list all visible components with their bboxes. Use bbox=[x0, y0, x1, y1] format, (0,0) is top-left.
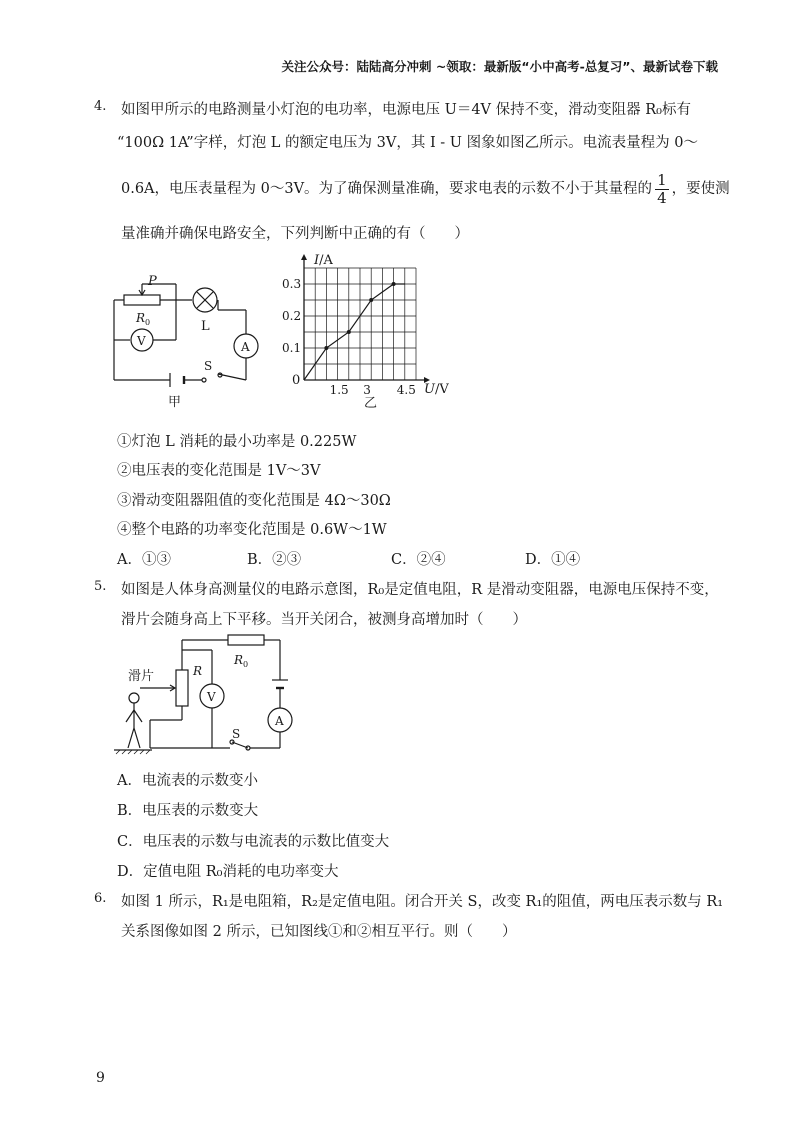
rheostat-r bbox=[176, 670, 188, 706]
voltmeter-label: V bbox=[207, 690, 216, 704]
q4-line4: 量准确并确保电路安全，下列判断中正确的有（ ） bbox=[121, 226, 469, 242]
circuit-diagram-jia bbox=[100, 270, 270, 410]
label-r0: $R_0$ bbox=[136, 311, 151, 327]
q5-line2: 滑片会随身高上下平移。当开关闭合，被测身高增加时（ ） bbox=[121, 612, 527, 628]
x-tick-label: 4.5 bbox=[396, 383, 416, 397]
person-leg bbox=[134, 728, 140, 748]
q6-line2: 关系图像如图 2 所示，已知图线①和②相互平行。则（ ） bbox=[121, 924, 517, 940]
person-leg bbox=[128, 728, 134, 748]
voltmeter-label: V bbox=[137, 334, 146, 348]
graph-grid bbox=[304, 268, 416, 380]
label-slider: 滑片 bbox=[128, 669, 155, 684]
q6-line1: 如图 1 所示，R₁是电阻箱，R₂是定值电阻。闭合开关 S，改变 R₁的阻值，两电压表示数与 R₁ bbox=[121, 894, 724, 910]
switch-lever bbox=[232, 742, 248, 748]
label-l: L bbox=[201, 319, 210, 334]
person-arm bbox=[126, 710, 134, 722]
height-meter-circuit bbox=[110, 630, 300, 755]
q4-number: 4. bbox=[94, 99, 107, 114]
q5-option-a[interactable]: A．电流表的示数变小 bbox=[117, 773, 258, 789]
switch-contact bbox=[202, 378, 206, 382]
label-r0: $R_0$ bbox=[234, 653, 249, 669]
q4-line3-text: 0.6A，电压表量程为 0～3V。为了确保测量准确，要求电表的示数不小于其量程的 bbox=[121, 181, 653, 197]
person-arm bbox=[134, 710, 142, 722]
q4-option-b[interactable]: B．②③ bbox=[247, 552, 302, 568]
x-tick-label: 3 bbox=[363, 383, 371, 397]
page-header: 关注公众号：陆陆高分冲刺 ~领取：最新版“小中高考-总复习”、最新试卷下载 bbox=[281, 59, 718, 74]
ammeter-label: A bbox=[275, 714, 284, 728]
rheostat-r0 bbox=[124, 295, 160, 305]
q4-statement-3: ③滑动变阻器阻值的变化范围是 4Ω～30Ω bbox=[117, 493, 391, 509]
caption-jia: 甲 bbox=[168, 395, 182, 410]
q4-statement-2: ②电压表的变化范围是 1V～3V bbox=[117, 463, 321, 479]
q4-option-a[interactable]: A．①③ bbox=[117, 552, 171, 568]
q5-option-c[interactable]: C．电压表的示数与电流表的示数比值变大 bbox=[117, 834, 390, 850]
q4-option-c[interactable]: C．②④ bbox=[391, 552, 446, 568]
q5-option-b[interactable]: B．电压表的示数变大 bbox=[117, 803, 259, 819]
label-s: S bbox=[232, 727, 241, 741]
q4-line3-tail: ，要使测 bbox=[671, 181, 730, 197]
q5-line1: 如图是人体身高测量仪的电路示意图，R₀是定值电阻，R 是滑动变阻器，电源电压保持不变， bbox=[121, 582, 719, 598]
label-p: P bbox=[148, 274, 157, 289]
q4-statement-4: ④整个电路的功率变化范围是 0.6W～1W bbox=[117, 522, 387, 538]
data-point bbox=[324, 346, 328, 350]
q4-statement-1: ①灯泡 L 消耗的最小功率是 0.225W bbox=[117, 434, 357, 450]
q4-line3 bbox=[121, 172, 730, 206]
x-tick-label: 1.5 bbox=[329, 383, 349, 397]
y-tick-label: 0.1 bbox=[282, 341, 302, 355]
page-number: 9 bbox=[96, 1070, 105, 1086]
graph-curve bbox=[304, 282, 405, 380]
y-tick-label: 0.3 bbox=[282, 277, 302, 291]
y-tick-label: 0.2 bbox=[282, 309, 302, 323]
label-r: R bbox=[193, 664, 203, 678]
fraction bbox=[655, 172, 669, 206]
caption-yi: 乙 bbox=[364, 396, 378, 410]
data-point bbox=[347, 330, 351, 334]
q6-number: 6. bbox=[94, 891, 107, 906]
label-s: S bbox=[204, 359, 213, 373]
y-axis-arrow bbox=[301, 254, 307, 260]
graph-axes bbox=[301, 254, 430, 383]
origin-label: 0 bbox=[292, 373, 301, 388]
iu-graph-yi bbox=[280, 250, 460, 410]
data-point bbox=[369, 298, 373, 302]
data-point bbox=[392, 282, 396, 286]
q4-line2: “100Ω 1A”字样，灯泡 L 的额定电压为 3V，其 I - U 图象如图乙所示。电流表量程为 0～ bbox=[117, 135, 698, 151]
q4-line1: 如图甲所示的电路测量小灯泡的电功率，电源电压 U＝4V 保持不变，滑动变阻器 R₀标有 bbox=[121, 102, 691, 118]
x-axis-label: U/V bbox=[424, 382, 449, 397]
q5-option-d[interactable]: D．定值电阻 R₀消耗的电功率变大 bbox=[117, 864, 339, 880]
q5-number: 5. bbox=[94, 579, 107, 594]
ammeter-label: A bbox=[241, 340, 250, 354]
fraction-numerator: 1 bbox=[657, 171, 667, 189]
y-axis-label: I/A bbox=[314, 253, 333, 268]
person-head-icon bbox=[129, 693, 139, 703]
fraction-denominator: 4 bbox=[657, 188, 667, 207]
resistor-r0 bbox=[228, 635, 264, 645]
q4-option-d[interactable]: D．①④ bbox=[525, 552, 581, 568]
